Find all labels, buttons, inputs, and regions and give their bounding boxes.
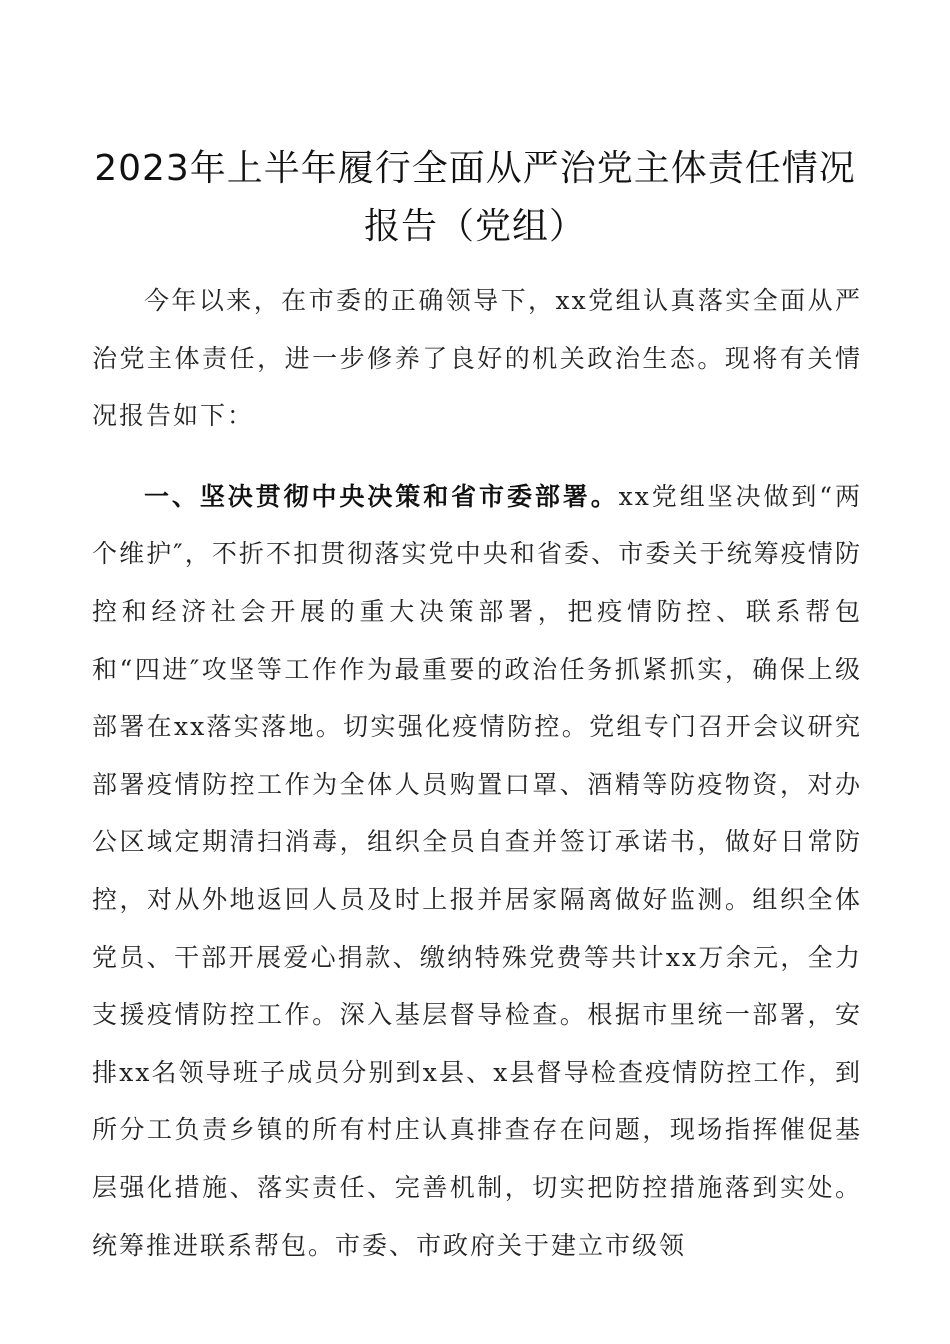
document-title: 2023年上半年履行全面从严治党主体责任情况报告（党组） (94, 148, 856, 247)
document-body (92, 272, 862, 1274)
section-1-text: xx党组坚决做到“两个维护″，不折不扣贯彻落实党中央和省委、市委关于统筹疫情防控和经济社会开展的重大决策部署，把疫情防控、联系帮包和“四进″攻坚等工作作为最重要的政治任务抓紧抓实，确保上级部署在xx落实落地。切实强化疫情防控。党组专门召开会议研究部署疫情防控工作为全体人员购置口罩、酒精等防疫物资，对办公区域定期清扫消毒，组织全员自查并签订承诺书，做好日常防控，对从外地返回人员及时上报并居家隔离做好监测。组织全体党员、干部开展爱心捐款、缴纳特殊党费等共计xx万余元，全力支援疫情防控工作。深入基层督导检查。根据市里统一部署，安排xx名领导班子成员分别到x县、x县督导检查疫情防控工作，到所分工负责乡镇的所有村庄认真排查存在问题，现场指挥催促基层强化措施、落实责任、完善机制，切实把防控措施落到实处。统筹推进联系帮包。市委、市政府关于建立市级领 (92, 481, 862, 1260)
section-1-heading: 一、坚决贯彻中央决策和省市委部署。 (144, 481, 619, 511)
section-1-paragraph (92, 468, 862, 1274)
intro-paragraph: 今年以来，在市委的正确领导下，xx党组认真落实全面从严治党主体责任，进一步修养了良好的机关政治生态。现将有关情况报告如下： (92, 286, 862, 431)
